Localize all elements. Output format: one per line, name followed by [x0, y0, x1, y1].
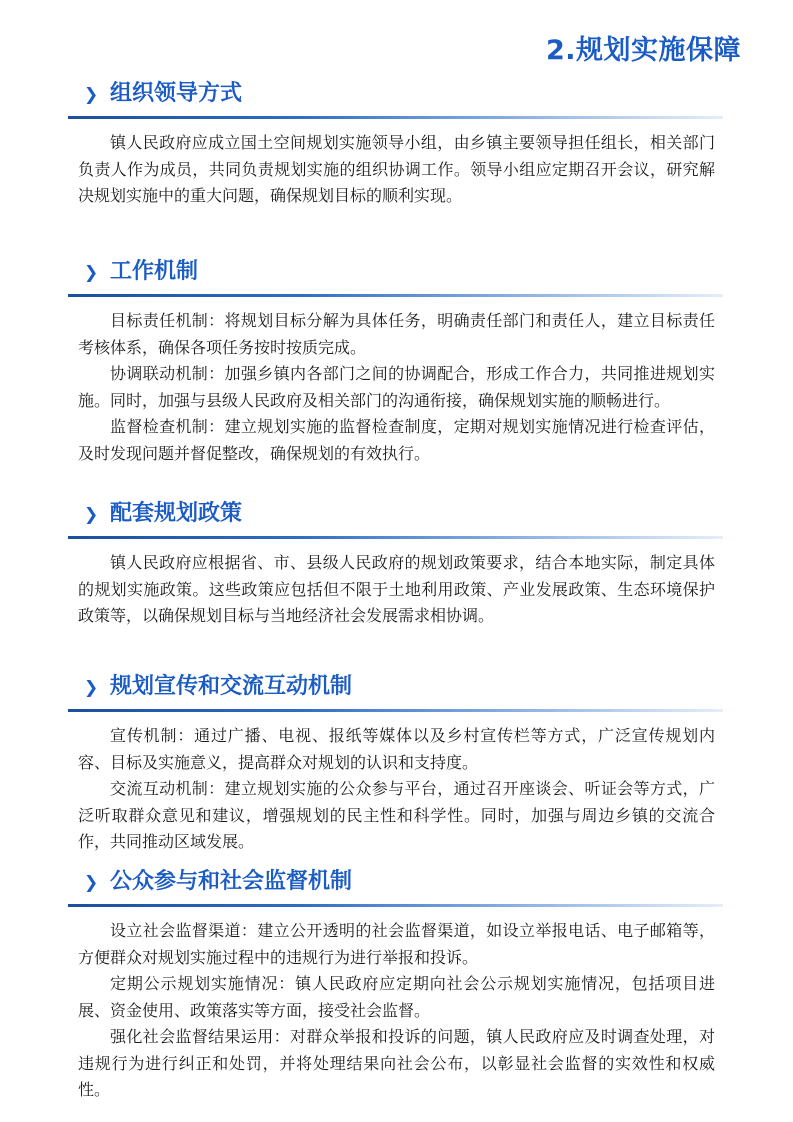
paragraph: 交流互动机制：建立规划实施的公众参与平台，通过召开座谈会、听证会等方式，广泛听取群众意见和建议，增强规划的民主性和科学性。同时，加强与周边乡镇的交流合作，共同推动区域发展。 [78, 779, 715, 851]
section-divider [68, 709, 723, 712]
chevron-right-icon: ❯ [84, 678, 99, 698]
section-title: 组织领导方式 [110, 81, 243, 106]
chevron-right-icon: ❯ [84, 263, 99, 283]
section-header [0, 858, 793, 908]
section-divider [68, 904, 723, 907]
section-organization [0, 70, 793, 210]
section-header [0, 248, 793, 298]
chevron-right-icon: ❯ [84, 505, 99, 525]
section-public-supervision [0, 858, 793, 1104]
paragraph: 镇人民政府应根据省、市、县级人民政府的规划政策要求，结合本地实际，制定具体的规划实施政策。这些政策应包括但不限于土地利用政策、产业发展政策、生态环境保护政策等，以确保规划目标与当地经济社会发展需求相协调。 [78, 553, 715, 625]
paragraph: 镇人民政府应成立国土空间规划实施领导小组，由乡镇主要领导担任组长，相关部门负责人作为成员，共同负责规划实施的组织协调工作。领导小组应定期召开会议，研究解决规划实施中的重大问题，确保规划目标的顺利实现。 [78, 133, 715, 205]
paragraph: 定期公示规划实施情况：镇人民政府应定期向社会公示规划实施情况，包括项目进展、资金使用、政策落实等方面，接受社会监督。 [78, 974, 715, 1020]
section-work-mechanism [0, 248, 793, 467]
page-title: 2.规划实施保障 [545, 35, 741, 66]
section-divider [68, 116, 723, 119]
paragraph: 目标责任机制：将规划目标分解为具体任务，明确责任部门和责任人，建立目标责任考核体系，确保各项任务按时按质完成。 [78, 311, 715, 357]
section-divider [68, 294, 723, 297]
section-header [0, 490, 793, 540]
section-supporting-policy [0, 490, 793, 630]
paragraph: 宣传机制：通过广播、电视、报纸等媒体以及乡村宣传栏等方式，广泛宣传规划内容、目标及实施意义，提高群众对规划的认识和支持度。 [78, 726, 715, 772]
paragraph: 设立社会监督渠道：建立公开透明的社会监督渠道，如设立举报电话、电子邮箱等，方便群众对规划实施过程中的违规行为进行举报和投诉。 [78, 921, 715, 967]
paragraph: 强化社会监督结果运用：对群众举报和投诉的问题，镇人民政府应及时调查处理，对违规行为进行纠正和处罚，并将处理结果向社会公布，以彰显社会监督的实效性和权威性。 [78, 1027, 715, 1099]
chevron-right-icon: ❯ [84, 85, 99, 105]
section-header [0, 70, 793, 120]
section-divider [68, 536, 723, 539]
section-header [0, 663, 793, 713]
paragraph: 监督检查机制：建立规划实施的监督检查制度，定期对规划实施情况进行检查评估，及时发现问题并督促整改，确保规划的有效执行。 [78, 417, 715, 463]
section-title: 规划宣传和交流互动机制 [110, 674, 353, 699]
paragraph: 协调联动机制：加强乡镇内各部门之间的协调配合，形成工作合力，共同推进规划实施。同时，加强与县级人民政府及相关部门的沟通衔接，确保规划实施的顺畅进行。 [78, 364, 715, 410]
section-title: 公众参与和社会监督机制 [110, 869, 353, 894]
section-publicity-interaction [0, 663, 793, 856]
chevron-right-icon: ❯ [84, 873, 99, 893]
section-title: 工作机制 [110, 259, 199, 284]
section-title: 配套规划政策 [110, 501, 243, 526]
